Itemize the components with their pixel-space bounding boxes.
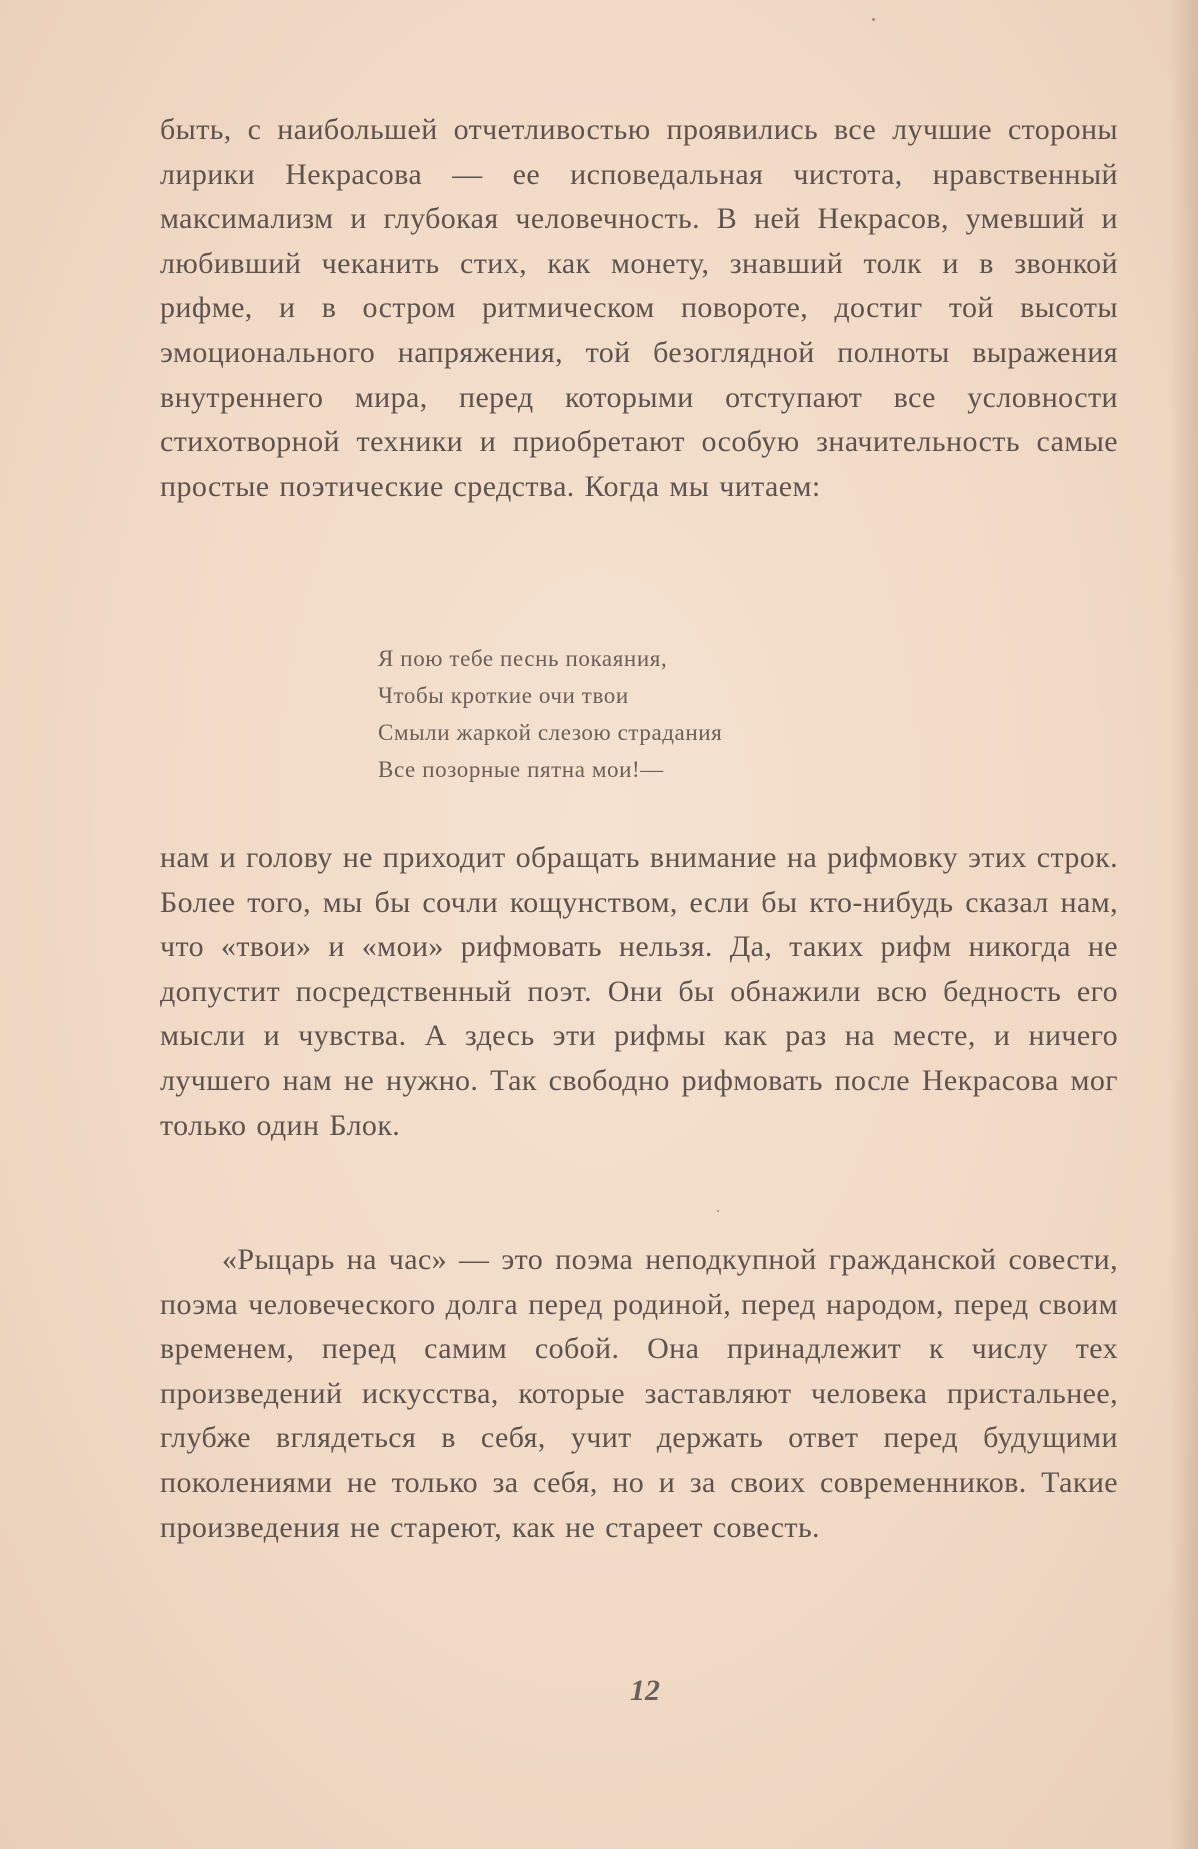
paper-speck	[717, 1210, 719, 1212]
poem-line-2: Чтобы кроткие очи твои	[378, 683, 629, 708]
paper-speck	[872, 18, 875, 21]
poem-line-4: Все позорные пятна мои!—	[378, 757, 664, 782]
page-number: 12	[630, 1674, 660, 1707]
paragraph-1: быть, с наибольшей отчетливостью проявились все лучшие стороны лирики Некрасова — ее исповедальная чистота, нравственный максимализм и глубокая человечность. В ней Некрасов, умевший и любивший чеканить стих, как монету, знавший толк и в звонкой рифме, и в остром ритмическом повороте, достиг той высоты эмоционального напряжения, той безоглядной полноты выражения внутреннего мира, перед которыми отступают все условности стихотворной техники и приобретают особую значительность самые простые поэтические средства. Когда мы читаем:	[160, 113, 1118, 503]
poem-quote	[378, 640, 722, 788]
paragraph-2: нам и голову не приходит обращать внимание на рифмовку этих строк. Более того, мы бы сочли кощунством, если бы кто-нибудь сказал нам, что «твои» и «мои» рифмовать нельзя. Да, таких рифм никогда не допустит посредственный поэт. Они бы обнажили всю бедность его мысли и чувства. А здесь эти рифмы как раз на месте, и ничего лучшего нам не нужно. Так свободно рифмовать после Некрасова мог только один Блок.	[160, 841, 1118, 1142]
page-edge-shadow	[1170, 0, 1198, 1849]
poem-line-3: Смыли жаркой слезою страдания	[378, 720, 723, 745]
poem-line-1: Я пою тебе песнь покаяния,	[378, 646, 668, 671]
paragraph-3: «Рыцарь на час» — это поэма неподкупной гражданской совести, поэма человеческого долга перед родиной, перед народом, перед своим временем, перед самим собой. Она принадлежит к числу тех произведений искусства, которые заставляют человека пристальнее, глубже вглядеться в себя, учит держать ответ перед будущими поколениями не только за себя, но и за своих современников. Такие произведения не стареют, как не стареет совесть.	[160, 1243, 1118, 1544]
